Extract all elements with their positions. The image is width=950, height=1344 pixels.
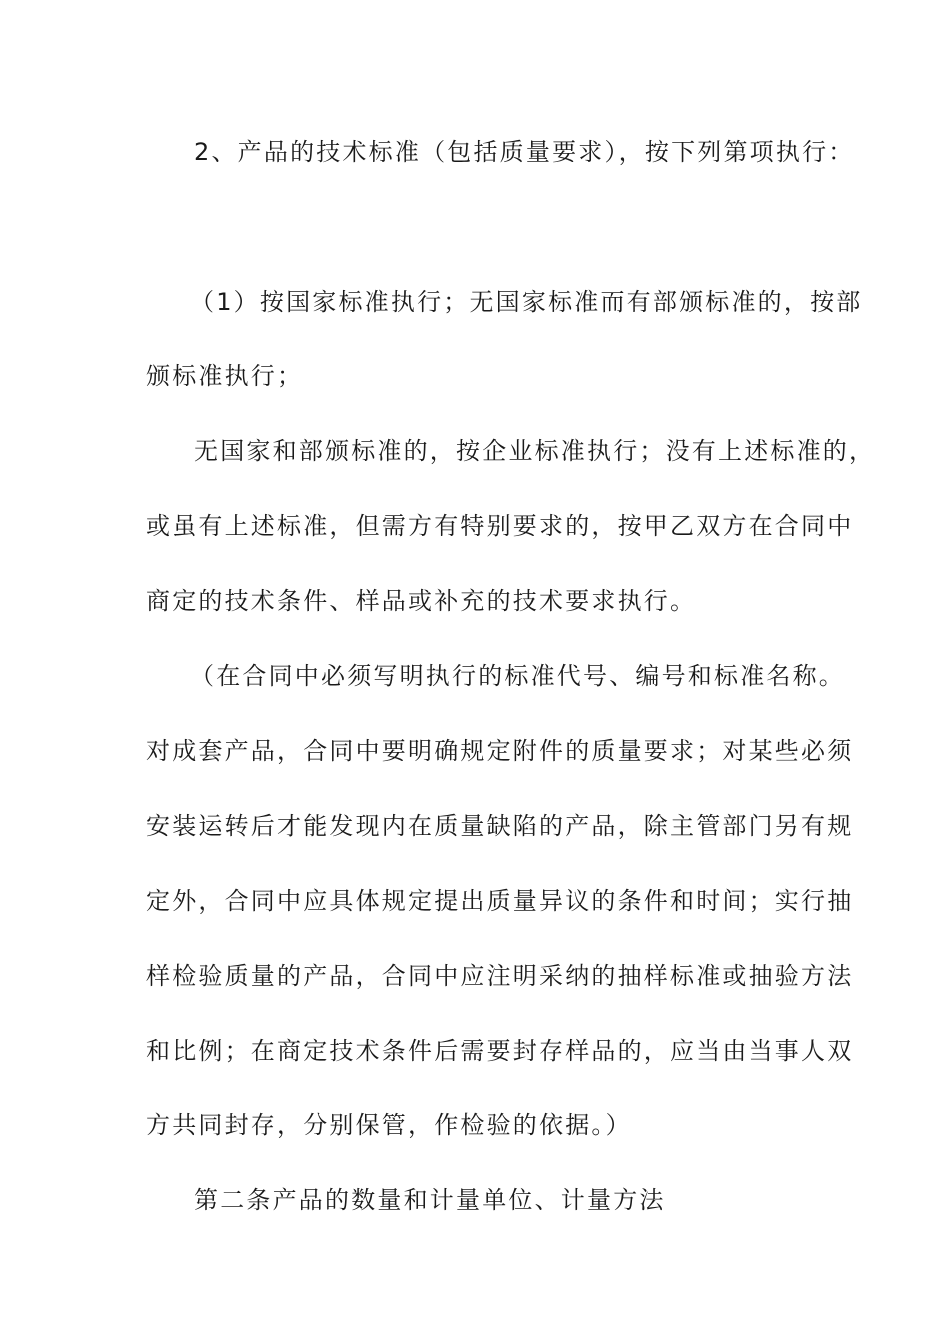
- paragraph-line-5: 或虽有上述标准，但需方有特别要求的，按甲乙双方在合同中: [146, 512, 854, 540]
- paragraph-line-4: 无国家和部颁标准的，按企业标准执行；没有上述标准的，: [194, 437, 876, 465]
- paragraph-line-9: 安装运转后才能发现内在质量缺陷的产品，除主管部门另有规: [146, 812, 854, 840]
- section-heading: 第二条产品的数量和计量单位、计量方法: [194, 1186, 666, 1214]
- paragraph-line-2: （1）按国家标准执行；无国家标准而有部颁标准的，按部: [190, 288, 863, 316]
- paragraph-line-6: 商定的技术条件、样品或补充的技术要求执行。: [146, 587, 697, 615]
- paragraph-line-12: 和比例；在商定技术条件后需要封存样品的，应当由当事人双: [146, 1037, 854, 1065]
- paragraph-line-8: 对成套产品，合同中要明确规定附件的质量要求；对某些必须: [146, 737, 854, 765]
- paragraph-line-3: 颁标准执行；: [146, 362, 304, 390]
- paragraph-line-13: 方共同封存，分别保管，作检验的依据。）: [146, 1111, 632, 1139]
- paragraph-line-7: （在合同中必须写明执行的标准代号、编号和标准名称。: [190, 662, 845, 690]
- paragraph-line-1: 2、产品的技术标准（包括质量要求），按下列第项执行：: [194, 138, 855, 166]
- paragraph-line-10: 定外，合同中应具体规定提出质量异议的条件和时间；实行抽: [146, 887, 854, 915]
- paragraph-line-11: 样检验质量的产品，合同中应注明采纳的抽样标准或抽验方法: [146, 962, 854, 990]
